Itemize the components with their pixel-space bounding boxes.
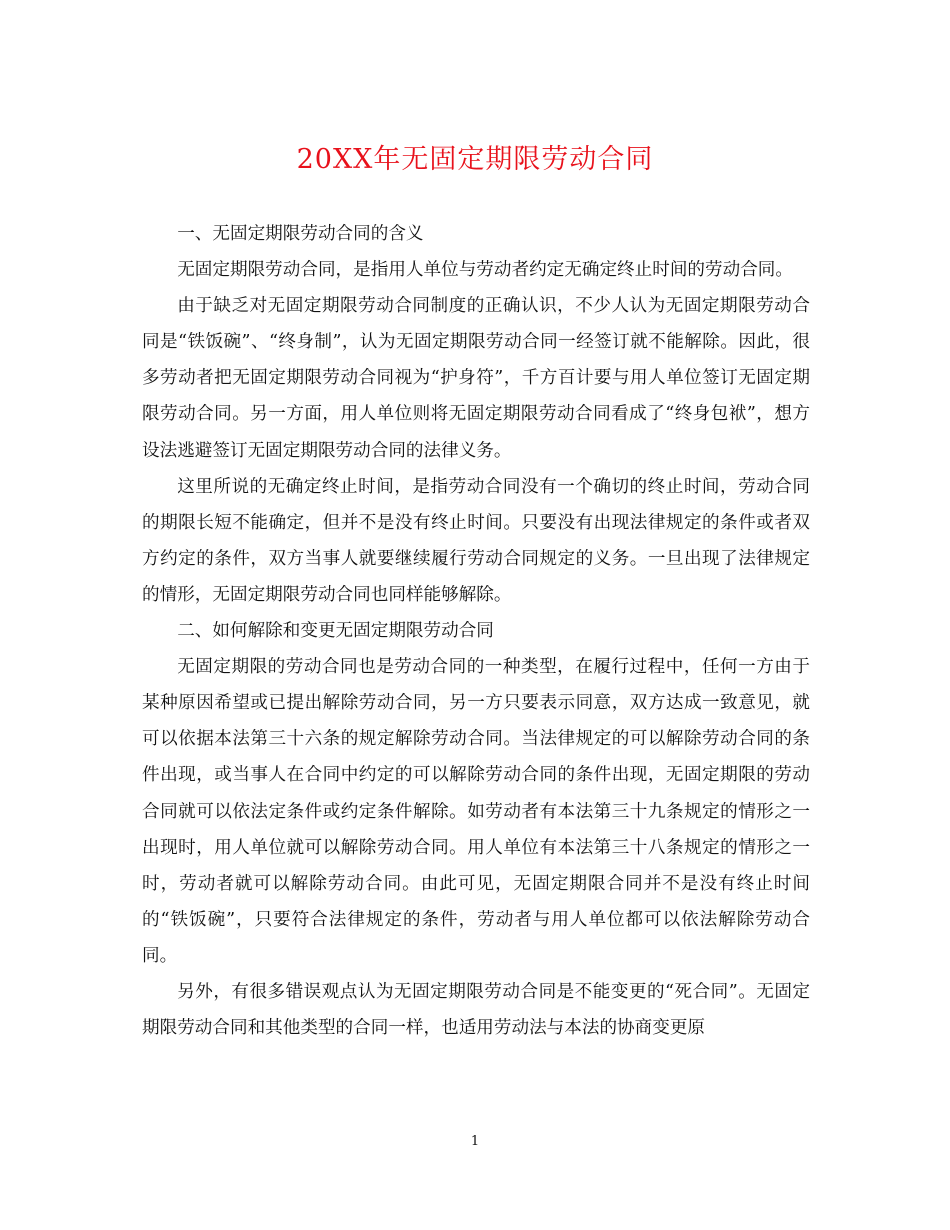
document-title: 20XX年无固定期限劳动合同 <box>296 144 654 175</box>
paragraph: 由于缺乏对无固定期限劳动合同制度的正确认识，不少人认为无固定期限劳动合同是“铁饭碗”、“终身制”，认为无固定期限劳动合同一经签订就不能解除。因此，很多劳动者把无固定期限劳动合同视为“护身符”，千方百计要与用人单位签订无固定期限劳动合同。另一方面，用人单位则将无固定期限劳动合同看成了“终身包袱”，想方设法逃避签订无固定期限劳动合同的法律义务。 <box>142 296 810 461</box>
document-body <box>142 216 810 1046</box>
paragraph: 无固定期限的劳动合同也是劳动合同的一种类型，在履行过程中，任何一方由于某种原因希望或已提出解除劳动合同，另一方只要表示同意，双方达成一致意见，就可以依据本法第三十六条的规定解除劳动合同。当法律规定的可以解除劳动合同的条件出现，或当事人在合同中约定的可以解除劳动合同的条件出现，无固定期限的劳动合同就可以依法定条件或约定条件解除。如劳动者有本法第三十九条规定的情形之一出现时，用人单位就可以解除劳动合同。用人单位有本法第三十八条规定的情形之一时，劳动者就可以解除劳动合同。由此可见，无固定期限合同并不是没有终止时间的“铁饭碗”，只要符合法律规定的条件，劳动者与用人单位都可以依法解除劳动合同。 <box>142 657 810 966</box>
section-heading-2: 二、如何解除和变更无固定期限劳动合同 <box>177 621 494 642</box>
paragraph: 另外，有很多错误观点认为无固定期限劳动合同是不能变更的“死合同”。无固定期限劳动合同和其他类型的合同一样，也适用劳动法与本法的协商变更原 <box>142 981 810 1039</box>
page-number: 1 <box>470 1134 480 1149</box>
paragraph: 这里所说的无确定终止时间，是指劳动合同没有一个确切的终止时间，劳动合同的期限长短不能确定，但并不是没有终止时间。只要没有出现法律规定的条件或者双方约定的条件，双方当事人就要继续履行劳动合同规定的义务。一旦出现了法律规定的情形，无固定期限劳动合同也同样能够解除。 <box>142 476 810 605</box>
section-heading-1: 一、无固定期限劳动合同的含义 <box>177 224 424 244</box>
paragraph: 无固定期限劳动合同，是指用人单位与劳动者约定无确定终止时间的劳动合同。 <box>177 260 793 281</box>
